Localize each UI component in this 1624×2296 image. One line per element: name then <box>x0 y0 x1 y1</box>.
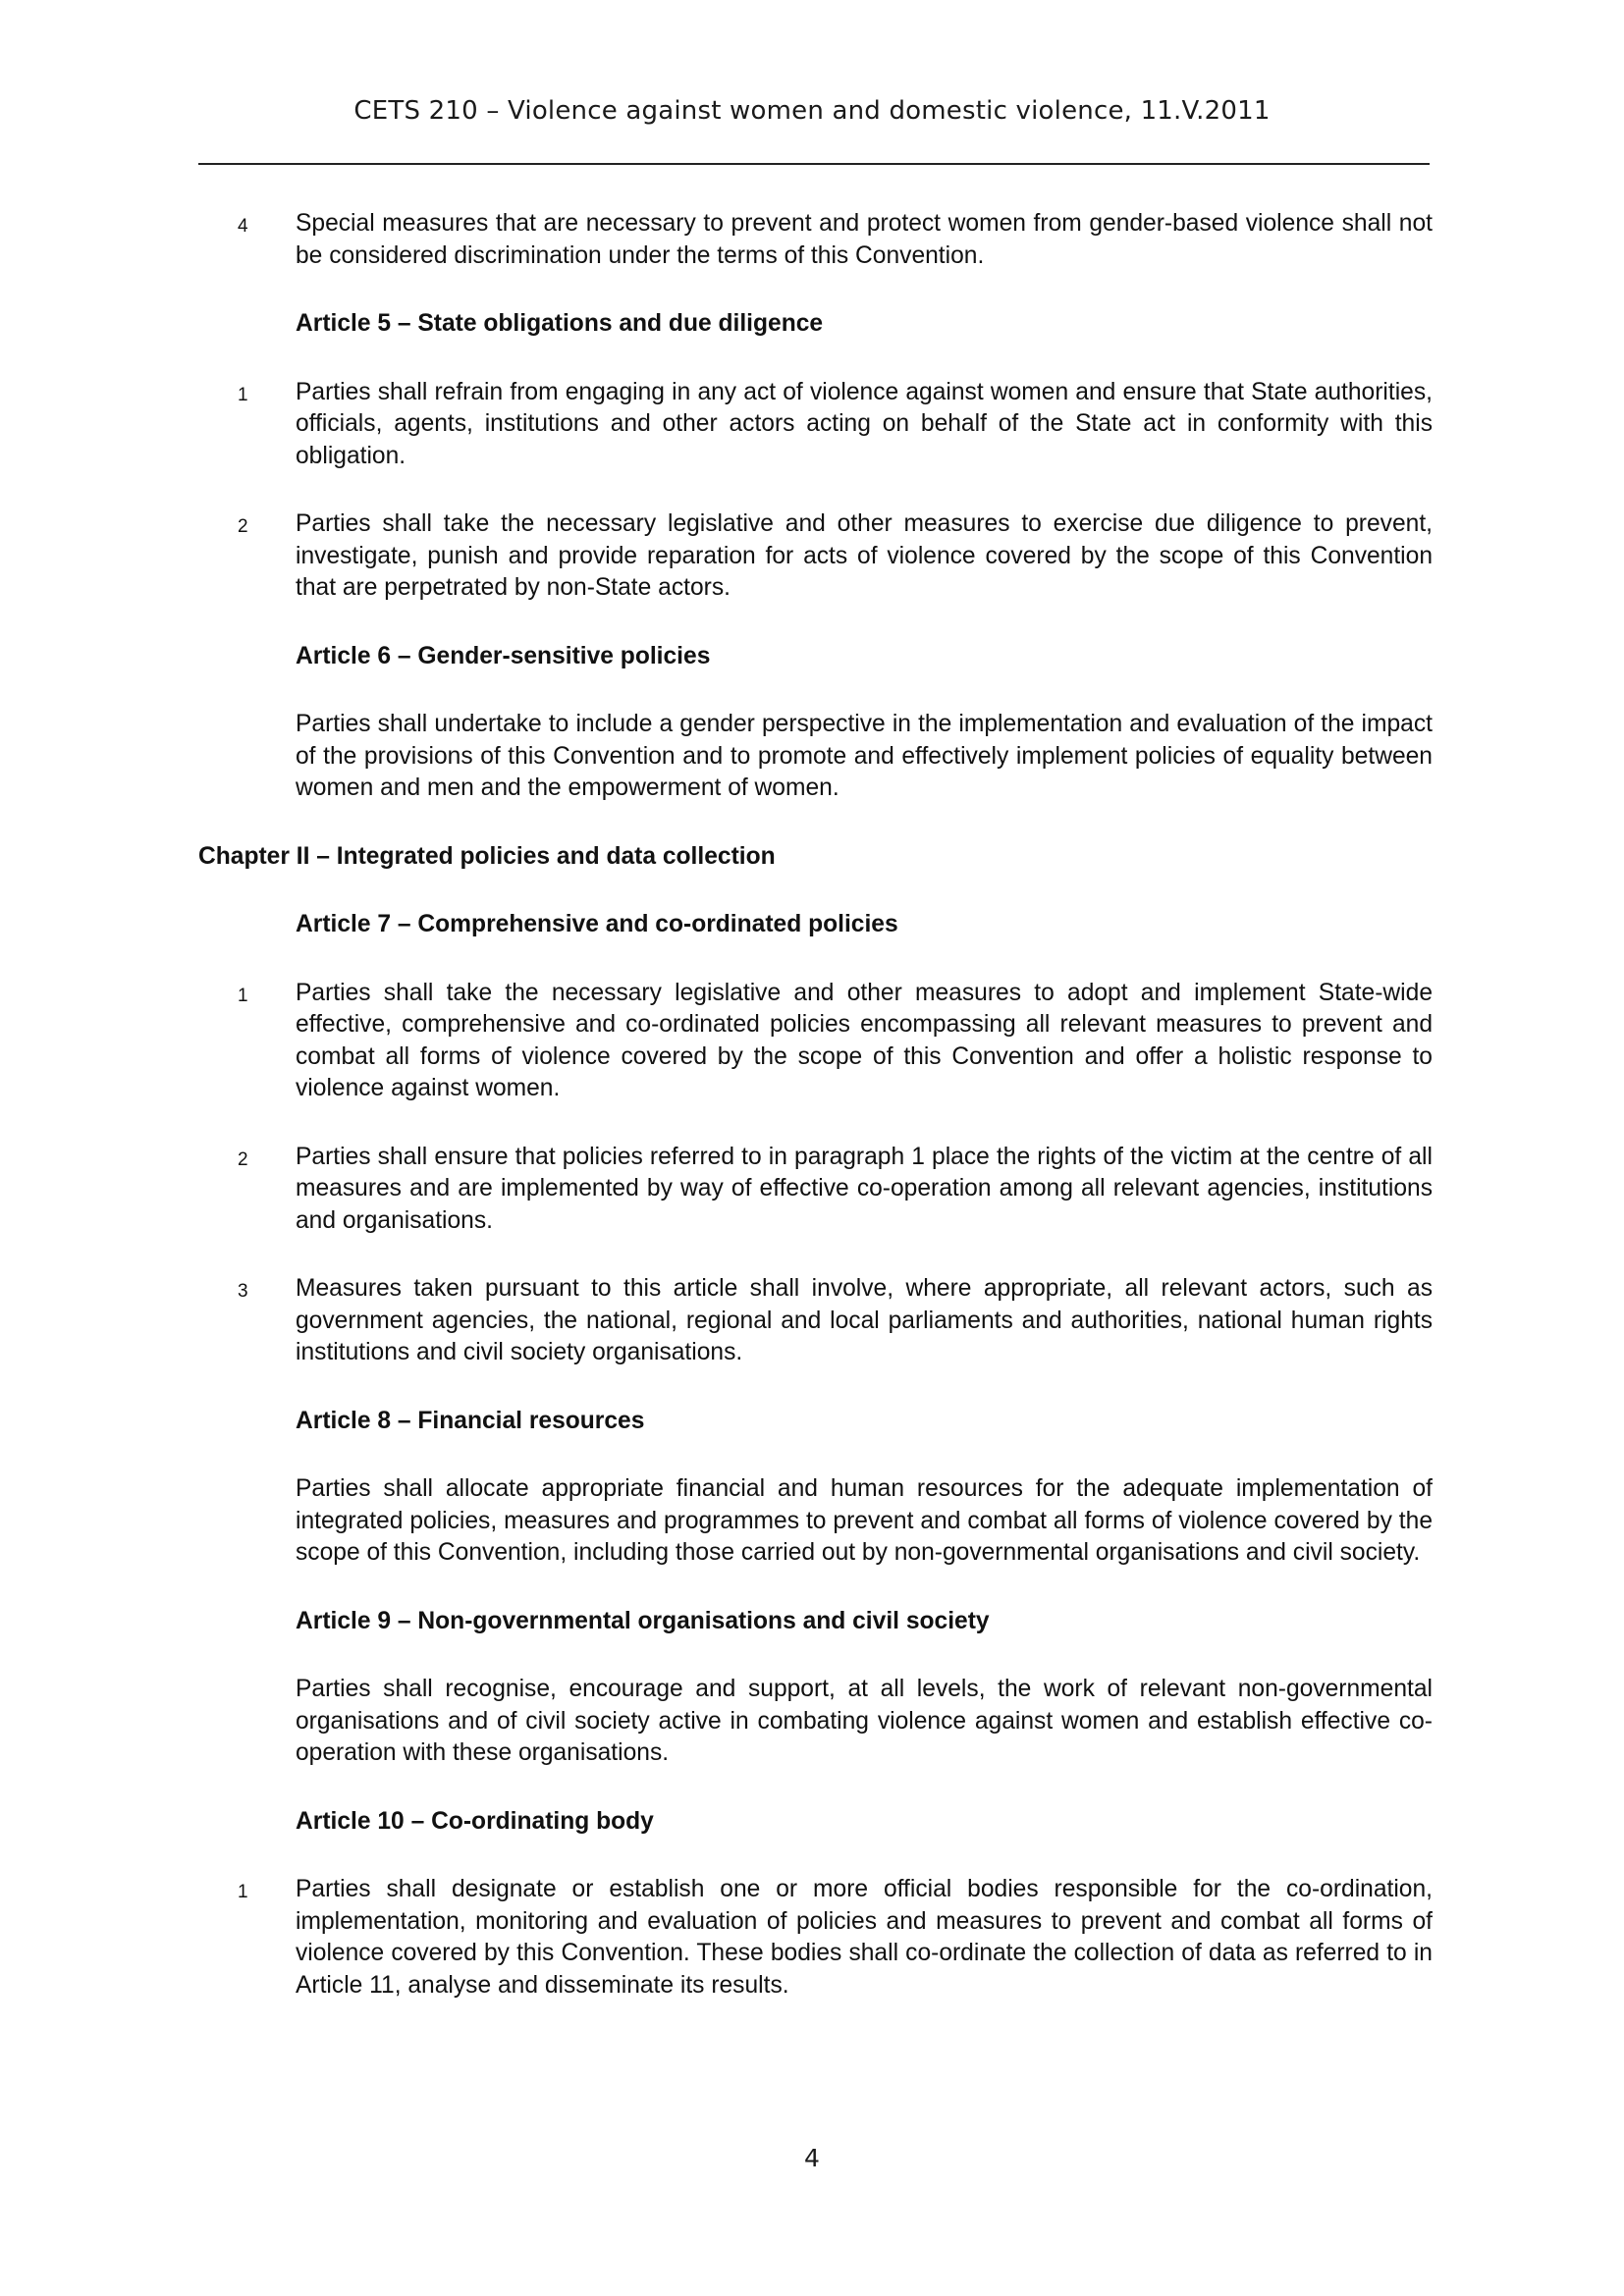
article-heading: Article 9 – Non-governmental organisations and civil society <box>296 1607 990 1634</box>
article-heading: Article 10 – Co-ordinating body <box>296 1807 654 1835</box>
paragraph <box>238 1273 1433 1369</box>
paragraph-text: Special measures that are necessary to prevent and protect women from gender-based violence shall not be considered discrimination under the terms of this Convention. <box>296 210 1433 269</box>
paragraph-text: Measures taken pursuant to this article shall involve, where appropriate, all relevant actors, such as government agencies, the national, regional and local parliaments and authorities, national human rights institutions and civil society organisations. <box>296 1275 1433 1365</box>
article-heading: Article 8 – Financial resources <box>296 1407 645 1434</box>
paragraph-number: 3 <box>238 1281 248 1302</box>
paragraph-number: 4 <box>238 216 248 237</box>
header-rule <box>198 163 1430 165</box>
paragraph <box>238 508 1433 605</box>
paragraph <box>238 377 1433 473</box>
paragraph-number: 1 <box>238 1882 248 1902</box>
paragraph-text: Parties shall take the necessary legislative and other measures to adopt and implement State-wide effective, comprehensive and co-ordinated policies encompassing all relevant measures to prevent and combat all forms of violence covered by the scope of this Convention and offer a holistic response to violence against women. <box>296 979 1433 1101</box>
paragraph-number: 2 <box>238 516 248 537</box>
paragraph <box>238 978 1433 1105</box>
document-body <box>0 208 1624 2038</box>
paragraph-number: 1 <box>238 985 248 1006</box>
paragraph <box>296 709 1433 805</box>
paragraph-text: Parties shall designate or establish one or more official bodies responsible for the co-ordination, implementation, monitoring and evaluation of policies and measures to prevent and combat all forms of violence covered by this Convention. These bodies shall co-ordinate the collection of data as referred to in Article 11, analyse and disseminate its results. <box>296 1876 1433 1999</box>
chapter-heading: Chapter II – Integrated policies and data collection <box>198 842 776 870</box>
paragraph <box>238 1142 1433 1238</box>
paragraph-text: Parties shall ensure that policies referred to in paragraph 1 place the rights of the victim at the centre of all measures and are implemented by way of effective co-operation among all relevant agencies, institutions and organisations. <box>296 1143 1433 1234</box>
article-heading: Article 6 – Gender-sensitive policies <box>296 642 711 669</box>
paragraph-text: Parties shall allocate appropriate financial and human resources for the adequate implementation of integrated policies, measures and programmes to prevent and combat all forms of violence covered by the scope of this Convention, including those carried out by non-governmental organisations and civil society. <box>296 1475 1433 1566</box>
paragraph-text: Parties shall recognise, encourage and support, at all levels, the work of relevant non-governmental organisations and of civil society active in combating violence against women and establish effective co-operation with these organisations. <box>296 1676 1433 1766</box>
paragraph-number: 2 <box>238 1148 248 1170</box>
paragraph-number: 1 <box>238 384 248 405</box>
paragraph-text: Parties shall refrain from engaging in any act of violence against women and ensure that State authorities, officials, agents, institutions and other actors acting on behalf of the State act in conformity with this obligation. <box>296 378 1433 469</box>
paragraph <box>238 1874 1433 2002</box>
running-header: CETS 210 – Violence against women and domestic violence, 11.V.2011 <box>353 96 1271 126</box>
page-number: 4 <box>804 2144 820 2172</box>
article-heading: Article 5 – State obligations and due diligence <box>296 310 824 337</box>
paragraph-text: Parties shall take the necessary legislative and other measures to exercise due diligence to prevent, investigate, punish and provide reparation for acts of violence covered by the scope of this Convention that are perpetrated by non-State actors. <box>296 510 1433 601</box>
paragraph <box>296 1473 1433 1570</box>
paragraph <box>238 208 1433 272</box>
article-heading: Article 7 – Comprehensive and co-ordinated policies <box>296 911 898 937</box>
paragraph <box>296 1674 1433 1770</box>
paragraph-text: Parties shall undertake to include a gender perspective in the implementation and evaluation of the impact of the provisions of this Convention and to promote and effectively implement policies of equality between women and men and the empowerment of women. <box>296 711 1433 801</box>
